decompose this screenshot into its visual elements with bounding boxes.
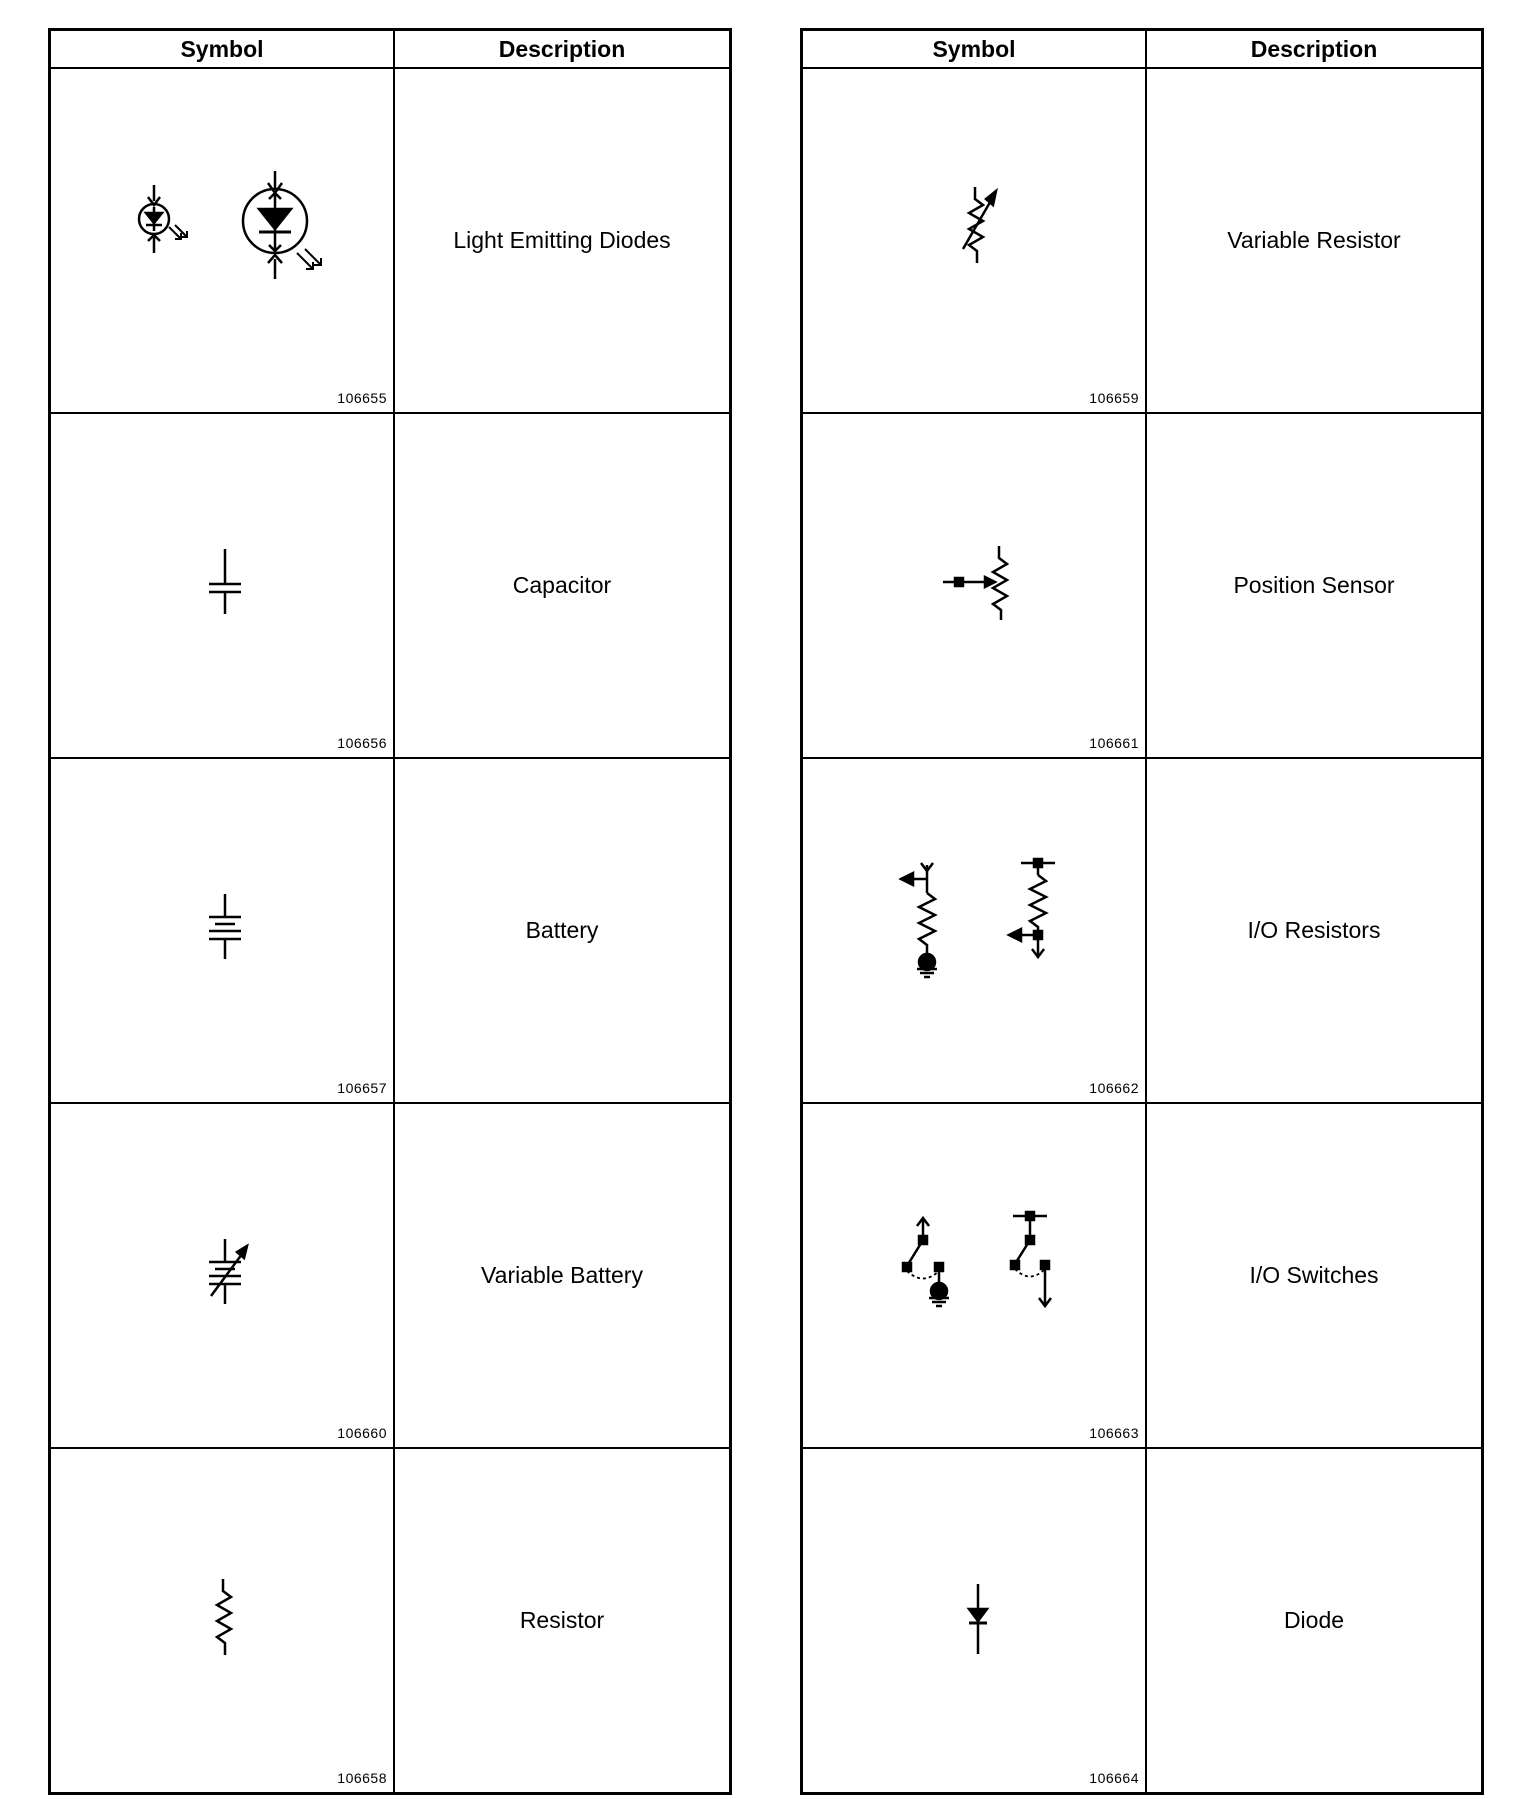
table-row: [50, 1103, 731, 1448]
description-cell: Position Sensor: [1146, 413, 1483, 758]
description-column-header: Description: [394, 30, 731, 69]
symbol-cell: [50, 758, 395, 1103]
description-cell: I/O Resistors: [1146, 758, 1483, 1103]
table-header-row: [50, 30, 731, 69]
io-switches-icon: [803, 1104, 1145, 1447]
table-row: [50, 413, 731, 758]
description-cell: Battery: [394, 758, 731, 1103]
description-cell: Resistor: [394, 1448, 731, 1794]
symbol-table-right: [800, 28, 1484, 1795]
symbol-cell: [50, 68, 395, 413]
symbol-cell: [802, 413, 1147, 758]
position-sensor-icon: [803, 414, 1145, 757]
symbol-cell: [802, 758, 1147, 1103]
capacitor-icon: [51, 414, 393, 757]
table-header-row: [802, 30, 1483, 69]
figure-code: 106656: [337, 735, 387, 751]
description-cell: Variable Resistor: [1146, 68, 1483, 413]
diode-icon: [803, 1449, 1145, 1792]
figure-code: 106659: [1089, 390, 1139, 406]
table-row: [802, 1448, 1483, 1794]
table-row: [50, 758, 731, 1103]
figure-code: 106663: [1089, 1425, 1139, 1441]
symbol-table-left: [48, 28, 732, 1795]
variable-battery-icon: [51, 1104, 393, 1447]
resistor-icon: [51, 1449, 393, 1792]
figure-code: 106662: [1089, 1080, 1139, 1096]
symbol-column-header: Symbol: [802, 30, 1147, 69]
table-row: [50, 68, 731, 413]
symbol-cell: [802, 68, 1147, 413]
symbol-cell: [50, 1448, 395, 1794]
light-emitting-diodes-icon: [51, 69, 393, 412]
description-cell: Capacitor: [394, 413, 731, 758]
symbol-cell: [50, 1103, 395, 1448]
figure-code: 106664: [1089, 1770, 1139, 1786]
description-cell: I/O Switches: [1146, 1103, 1483, 1448]
description-column-header: Description: [1146, 30, 1483, 69]
description-cell: Diode: [1146, 1448, 1483, 1794]
table-row: [802, 68, 1483, 413]
description-cell: Light Emitting Diodes: [394, 68, 731, 413]
symbol-cell: [802, 1103, 1147, 1448]
battery-icon: [51, 759, 393, 1102]
figure-code: 106661: [1089, 735, 1139, 751]
io-resistors-icon: [803, 759, 1145, 1102]
figure-code: 106658: [337, 1770, 387, 1786]
figure-code: 106657: [337, 1080, 387, 1096]
figure-code: 106660: [337, 1425, 387, 1441]
symbol-cell: [802, 1448, 1147, 1794]
table-row: [802, 413, 1483, 758]
description-cell: Variable Battery: [394, 1103, 731, 1448]
symbol-column-header: Symbol: [50, 30, 395, 69]
table-row: [802, 1103, 1483, 1448]
table-row: [50, 1448, 731, 1794]
figure-code: 106655: [337, 390, 387, 406]
variable-resistor-icon: [803, 69, 1145, 412]
table-row: [802, 758, 1483, 1103]
symbol-cell: [50, 413, 395, 758]
